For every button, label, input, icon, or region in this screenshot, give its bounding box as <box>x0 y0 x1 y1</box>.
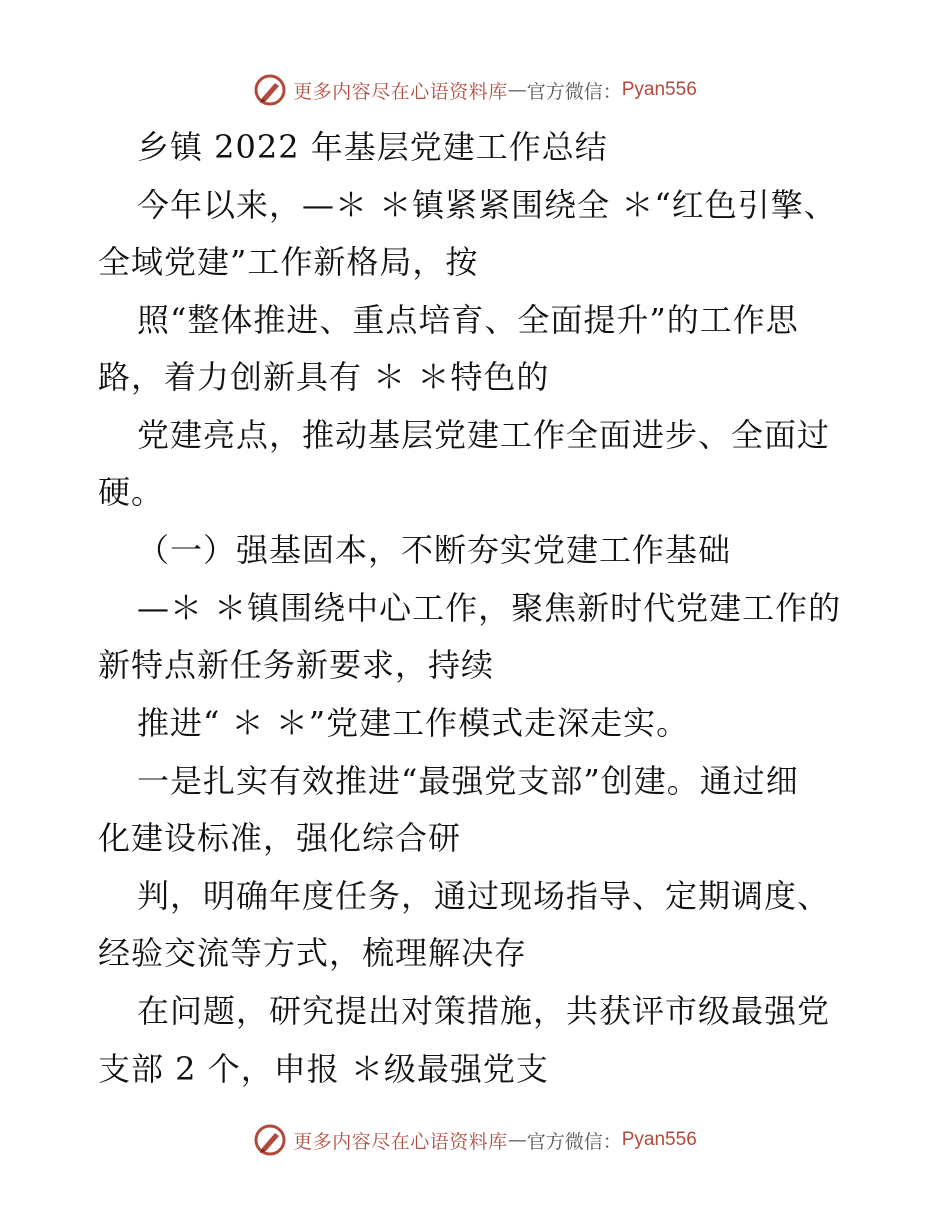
paragraph-line: 经验交流等方式，梳理解决存 <box>98 934 528 972</box>
document-title: 乡镇 2022 年基层党建工作总结 <box>137 128 608 166</box>
paragraph-line: 在问题，研究提出对策措施，共获评市级最强党 <box>137 992 831 1030</box>
paragraph-line: 硬。 <box>98 473 165 511</box>
footer-banner <box>0 1120 950 1160</box>
paragraph-line: 新特点新任务新要求，持续 <box>98 646 495 684</box>
paragraph-line: 党建亮点，推动基层党建工作全面进步、全面过 <box>137 416 831 454</box>
banner-contact-label: 官方微信： <box>526 1130 622 1153</box>
paragraph-line: 支部 2 个，申报 ＊级最强党支 <box>98 1050 549 1088</box>
banner-title: 更多内容尽在心语资料库 <box>293 1130 508 1153</box>
banner-contact-id: Pyan556 <box>621 1129 697 1150</box>
paragraph-line: 化建设标准，强化综合研 <box>98 819 462 857</box>
banner-contact-label: 官方微信： <box>526 80 622 103</box>
section-heading: （一）强基固本，不断夯实党建工作基础 <box>137 531 732 569</box>
paragraph-line: 路，着力创新具有 ＊ ＊特色的 <box>98 358 550 396</box>
banner-separator: — <box>507 1129 527 1151</box>
paragraph-line: 推进“ ＊ ＊”党建工作模式走深走实。 <box>137 704 690 742</box>
paragraph-line: 照“整体推进、重点培育、全面提升”的工作思 <box>137 301 799 339</box>
pen-logo-icon <box>253 1123 287 1157</box>
pen-logo-icon <box>253 73 287 107</box>
header-banner <box>0 70 950 110</box>
paragraph-line: 全域党建”工作新格局，按 <box>98 243 479 281</box>
banner-separator: — <box>507 79 527 101</box>
paragraph-line: 一是扎实有效推进“最强党支部”创建。通过细 <box>137 762 799 800</box>
banner-title: 更多内容尽在心语资料库 <box>293 80 508 103</box>
paragraph-line: —＊ ＊镇围绕中心工作，聚焦新时代党建工作的 <box>137 589 842 627</box>
banner-contact-id: Pyan556 <box>621 79 697 100</box>
paragraph-line: 今年以来，—＊ ＊镇紧紧围绕全 ＊“红色引擎、 <box>137 186 837 224</box>
paragraph-line: 判，明确年度任务，通过现场指导、定期调度、 <box>137 877 831 915</box>
